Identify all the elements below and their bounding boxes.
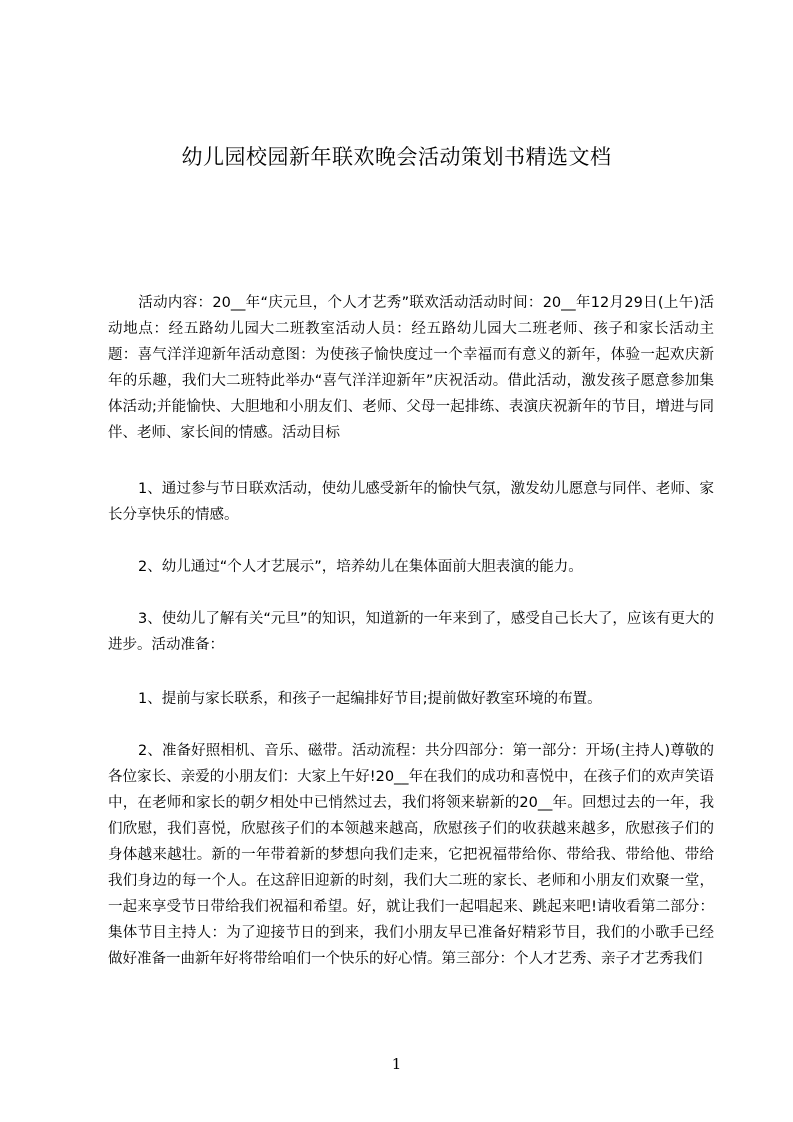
paragraph-activity-overview bbox=[108, 290, 714, 446]
paragraph-text: 1、通过参与节日联欢活动，使幼儿感受新年的愉快气氛，激发幼儿愿意与同伴、老师、家长分享快乐的情感。 bbox=[108, 481, 714, 523]
paragraph-goal-3 bbox=[108, 606, 714, 658]
document-title: 幼儿园校园新年联欢晚会活动策划书精选文档 bbox=[181, 145, 612, 169]
paragraph-preparation-1 bbox=[108, 686, 714, 712]
paragraph-text: 2、幼儿通过“个人才艺展示”，培养幼儿在集体面前大胆表演的能力。 bbox=[138, 559, 583, 575]
paragraph-text: 活动内容：20__年“庆元旦，个人才艺秀”联欢活动活动时间：20__年12月29日(上午)活动地点：经五路幼儿园大二班教室活动人员：经五路幼儿园大二班老师、孩子和家长活动主题：喜气洋洋迎新年活动意图：为使孩子愉快度过一个幸福而有意义的新年，体验一起欢庆新年的乐趣，我们大二班特此举办“喜气洋洋迎新年”庆祝活动。借此活动，激发孩子愿意参加集体活动;并能愉快、大胆地和小朋友们、老师、父母一起排练、表演庆祝新年的节目，增进与同伴、老师、家长间的情感。活动目标 bbox=[108, 295, 714, 441]
page-number: 1 bbox=[391, 1055, 402, 1073]
paragraph-text: 1、提前与家长联系，和孩子一起编排好节目;提前做好教室环境的布置。 bbox=[138, 691, 602, 707]
paragraph-text: 3、使幼儿了解有关“元旦”的知识，知道新的一年来到了，感受自己长大了，应该有更大的进步。活动准备： bbox=[108, 611, 714, 653]
paragraph-goal-2 bbox=[108, 554, 714, 580]
paragraph-goal-1 bbox=[108, 476, 714, 528]
paragraph-preparation-2 bbox=[108, 738, 714, 972]
paragraph-text: 2、准备好照相机、音乐、磁带。活动流程：共分四部分：第一部分：开场(主持人)尊敬的各位家长、亲爱的小朋友们：大家上午好!20__年在我们的成功和喜悦中，在孩子们的欢声笑语中，在老师和家长的朝夕相处中已悄然过去，我们将领来崭新的20__年。回想过去的一年，我们欣慰，我们喜悦，欣慰孩子们的本领越来越高，欣慰孩子们的收获越来越多，欣慰孩子们的身体越来越壮。新的一年带着新的梦想向我们走来，它把祝福带给你、带给我、带给他、带给我们身边的每一个人。在这辞旧迎新的时刻，我们大二班的家长、老师和小朋友们欢聚一堂，一起来享受节日带给我们祝福和希望。好，就让我们一起唱起来、跳起来吧!请收看第二部分：集体节目主持人：为了迎接节日的到来，我们小朋友早已准备好精彩节目，我们的小歌手已经做好准备一曲新年好将带给咱们一个快乐的好心情。第三部分：个人才艺秀、亲子才艺秀我们 bbox=[108, 743, 714, 967]
